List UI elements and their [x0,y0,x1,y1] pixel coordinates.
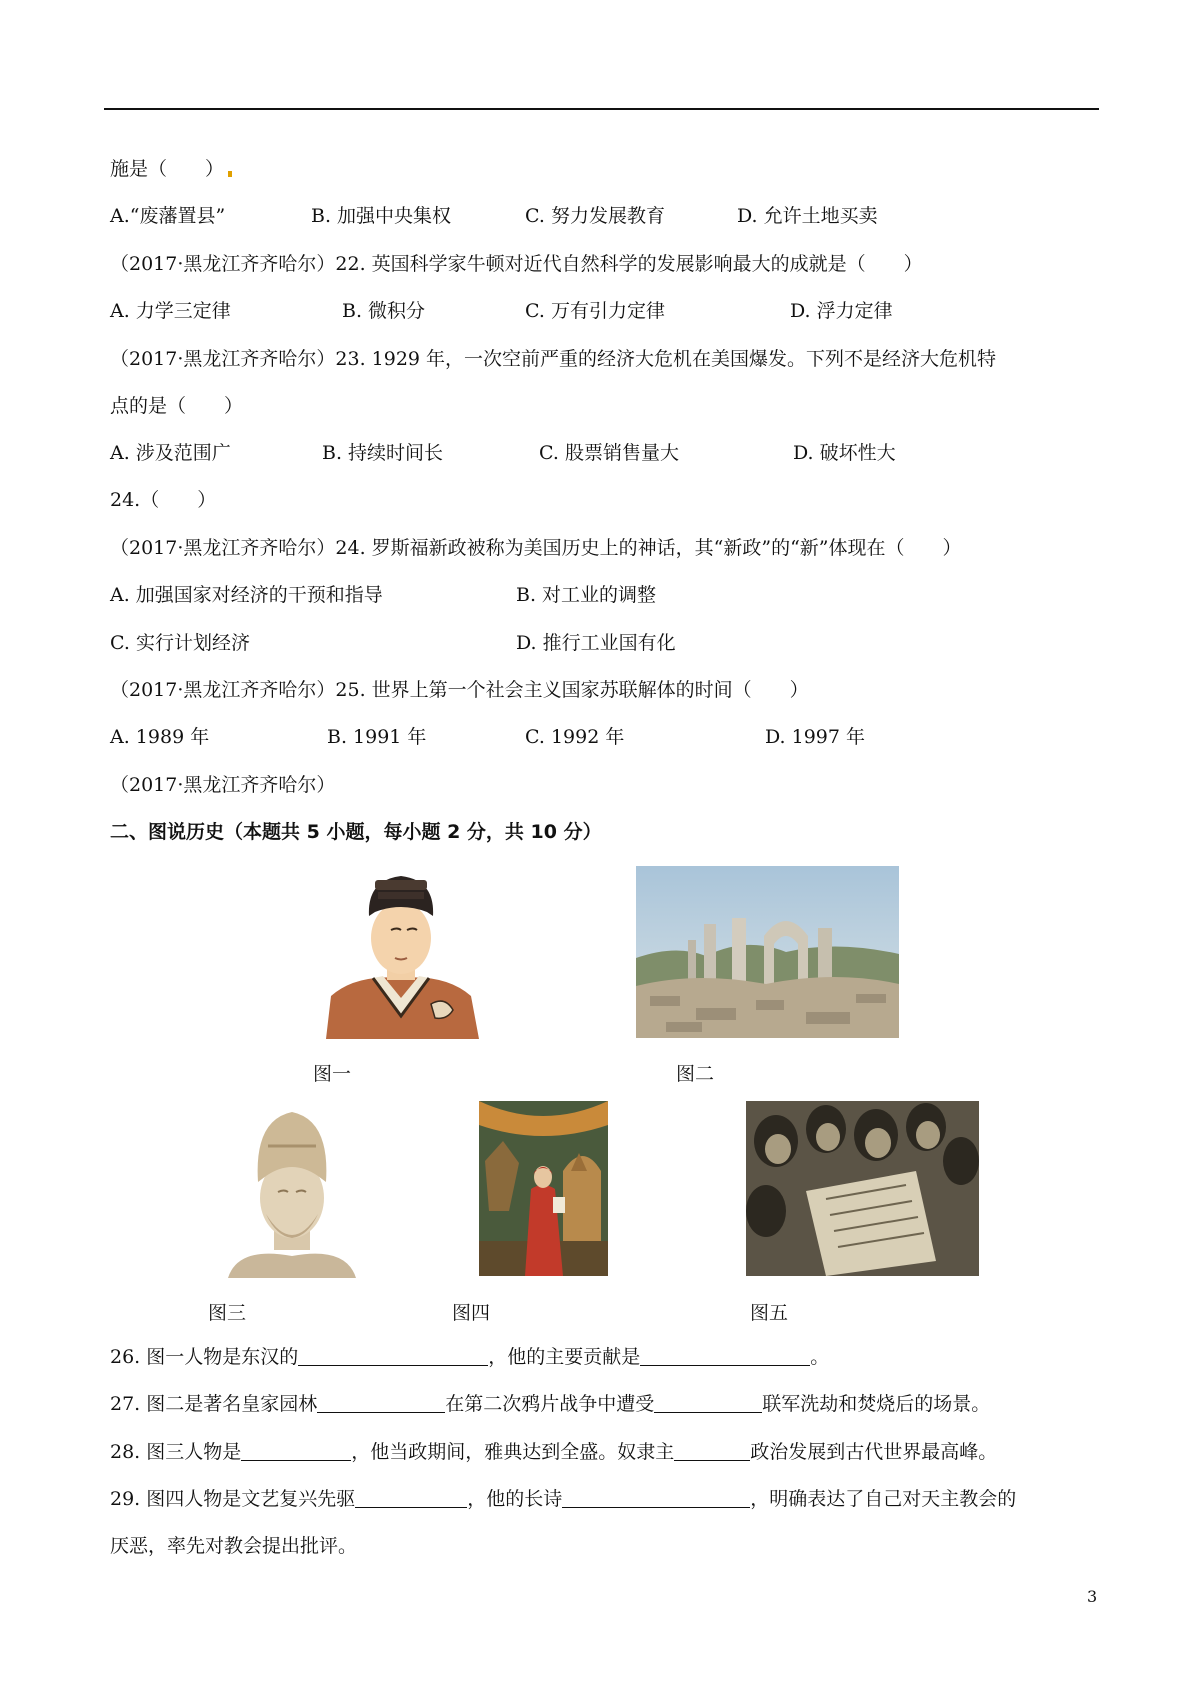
q22-stem: （2017·黑龙江齐齐哈尔）22. 英国科学家牛顿对近代自然科学的发展影响最大的成就是（ ） [110,253,923,275]
q24-extra: 24.（ ） [110,489,217,511]
q28-stem: 28. 图三人物是 ，他当政期间，雅典达到全盛。奴隶主 政治发展到古代世界最高峰。 [110,1441,998,1463]
q25-source: （2017·黑龙江齐齐哈尔） [110,774,336,796]
q21-option-d: D. 允许土地买卖 [737,205,878,227]
q27-stem: 27. 图二是著名皇家园林 在第二次鸦片战争中遭受 联军洗劫和焚烧后的场景。 [110,1393,991,1415]
q27-blank-2[interactable] [654,1392,762,1413]
q23-option-d: D. 破坏性大 [793,442,896,464]
q21-option-b: B. 加强中央集权 [311,205,452,227]
q26-blank-1[interactable] [298,1345,488,1366]
figure-1-caption: 图一 [313,1063,352,1085]
page-number: 3 [1087,1587,1098,1606]
q25-stem: （2017·黑龙江齐齐哈尔）25. 世界上第一个社会主义国家苏联解体的时间（ ） [110,679,809,701]
q23-stem-line2: 点的是（ ） [110,395,244,417]
q26-stem: 26. 图一人物是东汉的 ，他的主要贡献是 。 [110,1346,830,1368]
figure-1-portrait [311,866,491,1039]
q22-option-c: C. 万有引力定律 [525,300,665,322]
q26-blank-2[interactable] [640,1345,810,1366]
header-rule [104,108,1099,110]
q29-blank-1[interactable] [355,1487,467,1508]
figure-3-caption: 图三 [208,1302,247,1324]
q24-option-a: A. 加强国家对经济的干预和指导 [110,584,383,606]
q25-option-b: B. 1991 年 [327,726,427,748]
q22-option-d: D. 浮力定律 [790,300,893,322]
q21-stem: 施是（ ） [110,157,232,181]
figure-2-caption: 图二 [676,1063,715,1085]
figure-2-ruins-photo [636,866,899,1038]
q25-option-a: A. 1989 年 [110,726,210,748]
q25-option-c: C. 1992 年 [525,726,625,748]
section-heading: 二、图说历史（本题共 5 小题，每小题 2 分，共 10 分） [110,821,602,843]
q23-stem-line1: （2017·黑龙江齐齐哈尔）23. 1929 年，一次空前严重的经济大危机在美国爆发。下列不是经济大危机特 [110,348,997,370]
q23-option-b: B. 持续时间长 [322,442,444,464]
q22-option-a: A. 力学三定律 [110,300,231,322]
figure-4-painting [479,1101,608,1276]
q25-option-d: D. 1997 年 [765,726,866,748]
q23-option-a: A. 涉及范围广 [110,442,231,464]
q29-stem-line2: 厌恶，率先对教会提出批评。 [110,1535,358,1557]
figure-3-bust [228,1106,356,1278]
figure-4-caption: 图四 [452,1302,491,1324]
figure-5-crowd-photo [746,1101,979,1276]
q24-option-c: C. 实行计划经济 [110,632,250,654]
q28-blank-2[interactable] [674,1440,750,1461]
q21-option-c: C. 努力发展教育 [525,205,665,227]
figure-5-caption: 图五 [750,1302,789,1324]
q24-option-b: B. 对工业的调整 [516,584,657,606]
q29-blank-2[interactable] [562,1487,750,1508]
q28-blank-1[interactable] [241,1440,351,1461]
q24-stem: （2017·黑龙江齐齐哈尔）24. 罗斯福新政被称为美国历史上的神话，其“新政”的“新”体现在（ ） [110,537,962,559]
q23-option-c: C. 股票销售量大 [539,442,679,464]
q21-option-a: A.“废藩置县” [110,205,226,227]
q22-option-b: B. 微积分 [342,300,426,322]
q27-blank-1[interactable] [317,1392,445,1413]
q29-stem-line1: 29. 图四人物是文艺复兴先驱 ，他的长诗 ，明确表达了自己对天主教会的 [110,1488,1017,1510]
q24-option-d: D. 推行工业国有化 [516,632,676,654]
